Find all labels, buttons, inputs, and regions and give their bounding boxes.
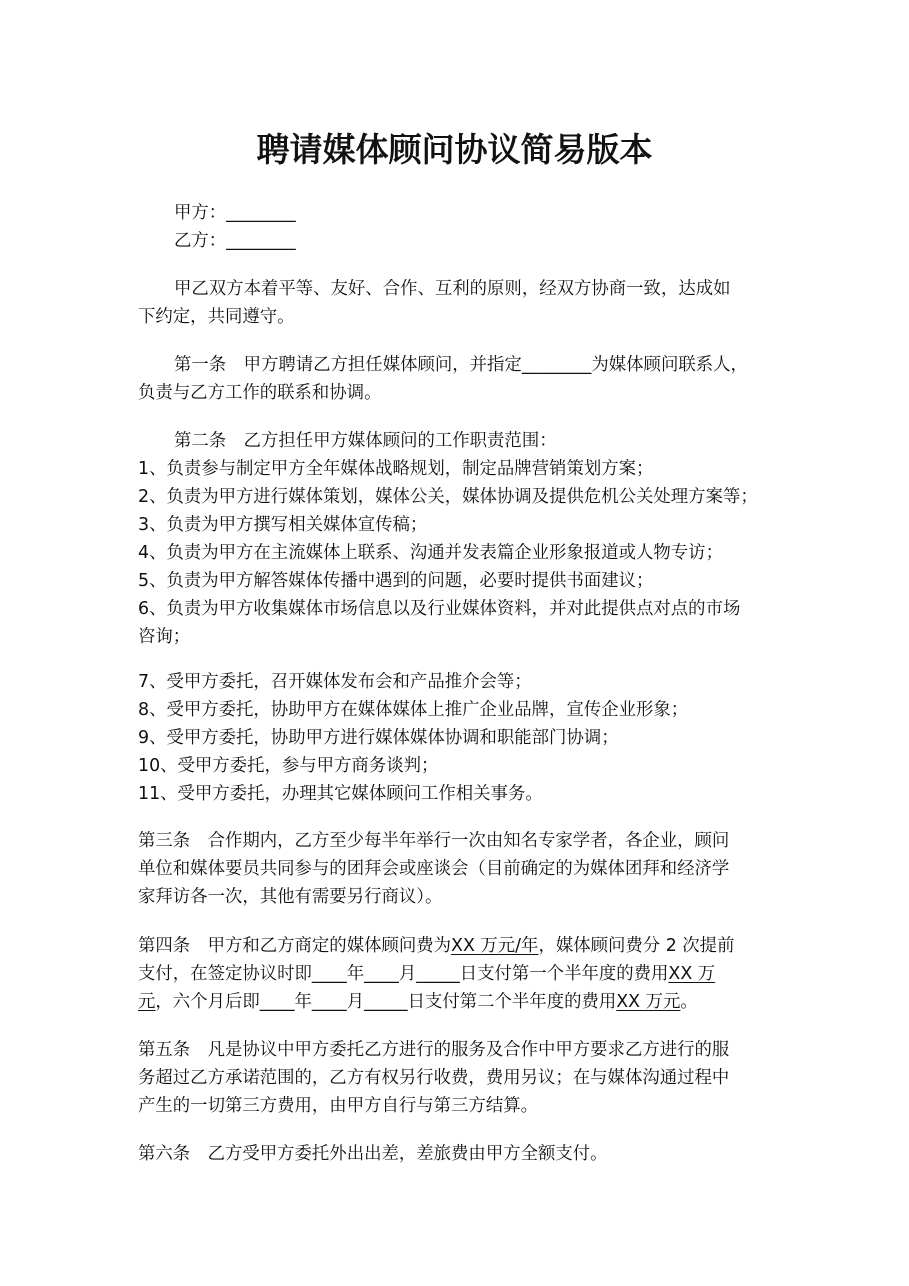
article-2-item: 5、负责为甲方解答媒体传播中遇到的问题，必要时提供书面建议；	[138, 571, 654, 591]
article-4-text: ，六个月后即____年____月_____日支付第二个半年度的费用	[155, 992, 617, 1012]
party-b-line: 乙方：________	[174, 231, 296, 251]
article-3-line-2: 单位和媒体要员共同参与的团拜会或座谈会（目前确定的为媒体团拜和经济学	[138, 859, 730, 879]
article-2-item: 9、受甲方委托，协助甲方进行媒体媒体协调和职能部门协调；	[138, 728, 619, 748]
first-payment-amount: XX 万	[668, 964, 716, 984]
article-5-line-3: 产生的一切第三方费用，由甲方自行与第三方结算。	[138, 1096, 538, 1116]
article-2-item: 8、受甲方委托，协助甲方在媒体媒体上推广企业品牌，宣传企业形象；	[138, 700, 689, 720]
article-2-continued	[138, 668, 784, 808]
article-4-line-3	[138, 988, 784, 1016]
article-2-item: 1、负责参与制定甲方全年媒体战略规划，制定品牌营销策划方案；	[138, 459, 654, 479]
article-6-line-1: 第六条 乙方受甲方委托外出出差，差旅费由甲方全额支付。	[138, 1144, 608, 1164]
article-5-line-2: 务超过乙方承诺范围的，乙方有权另行收费，费用另议；在与媒体沟通过程中	[138, 1068, 730, 1088]
article-4	[138, 932, 784, 1016]
document-title: 聘请媒体顾问协议简易版本	[256, 130, 653, 169]
article-4-text: 第四条 甲方和乙方商定的媒体顾问费为	[138, 936, 452, 956]
article-4-text: 支付，在签定协议时即____年____月_____日支付第一个半年度的费用	[138, 964, 669, 984]
article-3	[138, 827, 784, 911]
parties-block	[138, 199, 784, 255]
second-payment-amount: XX 万元	[616, 992, 681, 1012]
article-2-item: 7、受甲方委托，召开媒体发布会和产品推介会等；	[138, 672, 532, 692]
intro-line-2: 下约定，共同遵守。	[138, 307, 295, 327]
article-3-line-3: 家拜访各一次，其他有需要另行商议）。	[138, 887, 443, 907]
article-4-text: ，媒体顾问费分 2 次提前	[538, 936, 735, 956]
article-1-line-1: 第一条 甲方聘请乙方担任媒体顾问，并指定________为媒体顾问联系人，	[174, 355, 748, 375]
article-1-line-2: 负责与乙方工作的联系和协调。	[138, 383, 382, 403]
article-2-item: 6、负责为甲方收集媒体市场信息以及行业媒体资料，并对此提供点对点的市场	[138, 599, 741, 619]
party-a-line: 甲方：________	[174, 203, 296, 223]
article-1	[138, 351, 784, 407]
article-2-item: 10、受甲方委托，参与甲方商务谈判；	[138, 756, 439, 776]
article-2-heading: 第二条 乙方担任甲方媒体顾问的工作职责范围：	[174, 431, 557, 451]
intro-paragraph	[138, 275, 784, 331]
article-4-line-1	[138, 932, 784, 960]
intro-line-1: 甲乙双方本着平等、友好、合作、互利的原则，经双方协商一致，达成如	[174, 279, 731, 299]
article-6	[138, 1140, 784, 1168]
article-5	[138, 1036, 784, 1120]
article-4-text: 。	[680, 992, 698, 1012]
article-5-line-1: 第五条 凡是协议中甲方委托乙方进行的服务及合作中甲方要求乙方进行的服	[138, 1040, 730, 1060]
article-2-item: 2、负责为甲方进行媒体策划，媒体公关，媒体协调及提供危机公关处理方案等；	[138, 487, 758, 507]
article-3-line-1: 第三条 合作期内，乙方至少每半年举行一次由知名专家学者，各企业，顾问	[138, 831, 730, 851]
article-2-item: 咨询；	[138, 627, 191, 647]
first-payment-amount-tail: 元	[138, 992, 156, 1012]
article-2-item: 11、受甲方委托，办理其它媒体顾问工作相关事务。	[138, 784, 543, 804]
article-2	[138, 427, 784, 651]
article-4-line-2	[138, 960, 784, 988]
consulting-fee-annual: XX 万元/年	[451, 936, 539, 956]
article-2-item: 4、负责为甲方在主流媒体上联系、沟通并发表篇企业形象报道或人物专访；	[138, 543, 723, 563]
article-2-item: 3、负责为甲方撰写相关媒体宣传稿；	[138, 515, 428, 535]
